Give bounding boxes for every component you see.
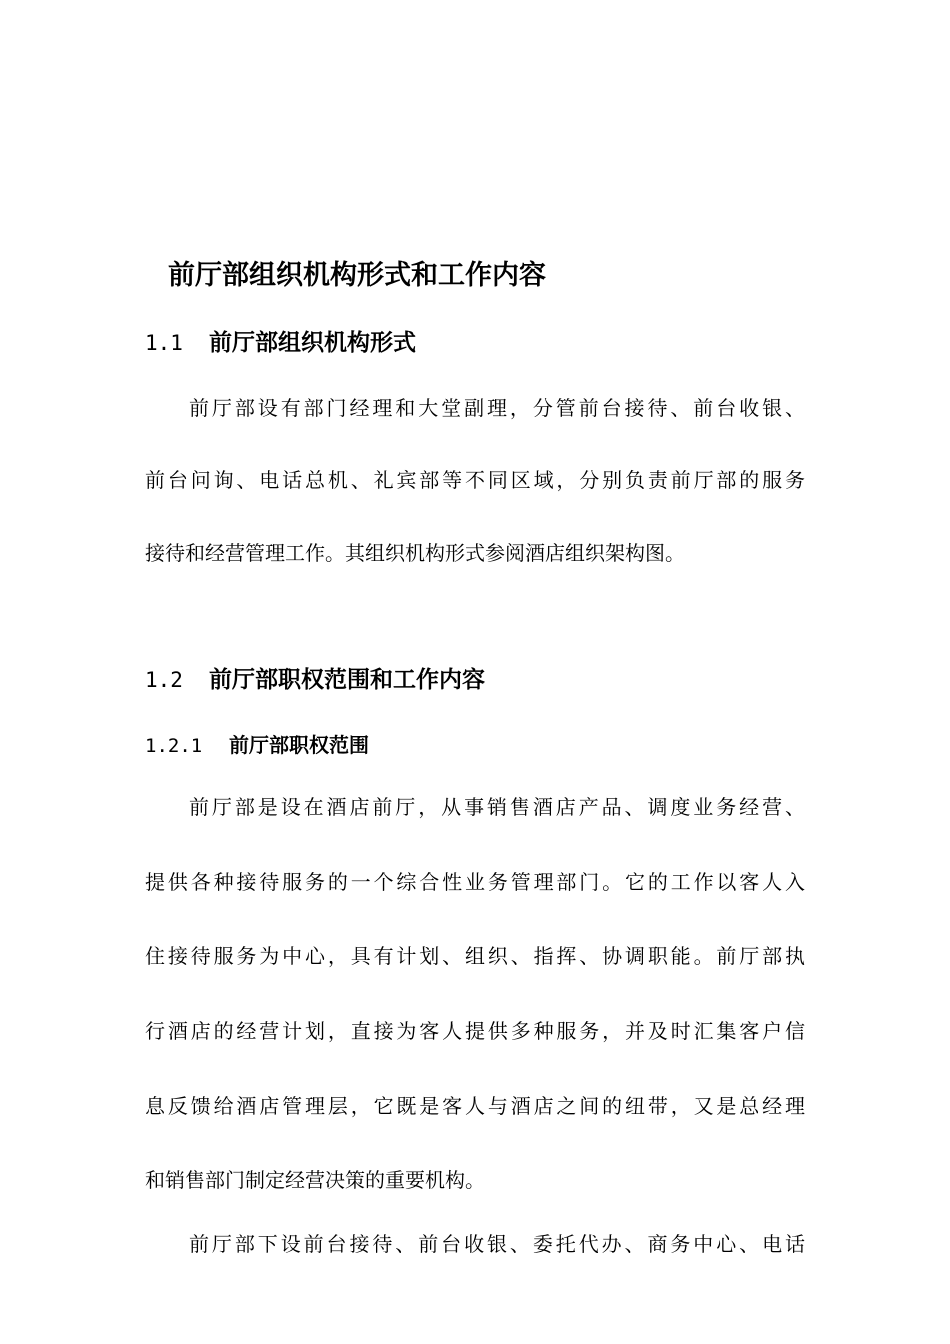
subsection-heading-text: 前厅部职权范围 [229,733,369,757]
section-heading-text: 前厅部职权范围和工作内容 [209,667,485,693]
paragraph-line: 和销售部门制定经营决策的重要机构。 [145,1168,485,1192]
paragraph-line: 行酒店的经营计划，直接为客人提供多种服务，并及时汇集客户信 [145,1019,805,1043]
section-heading-text: 前厅部组织机构形式 [209,330,416,356]
section-number: 1.2 [145,668,183,692]
subsection-heading-1-2-1 [145,730,369,761]
paragraph-line: 住接待服务为中心，具有计划、组织、指挥、协调职能。前厅部执 [145,944,805,968]
section-heading-1-1 [145,326,416,360]
paragraph-line: 提供各种接待服务的一个综合性业务管理部门。它的工作以客人入 [145,870,805,894]
paragraph-line: 前厅部设有部门经理和大堂副理，分管前台接待、前台收银、 [189,396,805,420]
document-title: 前厅部组织机构形式和工作内容 [168,260,546,291]
section-heading-1-2 [145,663,485,697]
paragraph-line: 接待和经营管理工作。其组织机构形式参阅酒店组织架构图。 [145,541,685,565]
section-number: 1.1 [145,331,183,355]
paragraph-line: 前厅部下设前台接待、前台收银、委托代办、商务中心、电话 [189,1232,805,1256]
paragraph-line: 息反馈给酒店管理层，它既是客人与酒店之间的纽带，又是总经理 [145,1094,805,1118]
paragraph-line: 前厅部是设在酒店前厅，从事销售酒店产品、调度业务经营、 [189,795,805,819]
subsection-number: 1.2.1 [145,735,203,757]
paragraph-line: 前台问询、电话总机、礼宾部等不同区域，分别负责前厅部的服务 [145,468,805,492]
